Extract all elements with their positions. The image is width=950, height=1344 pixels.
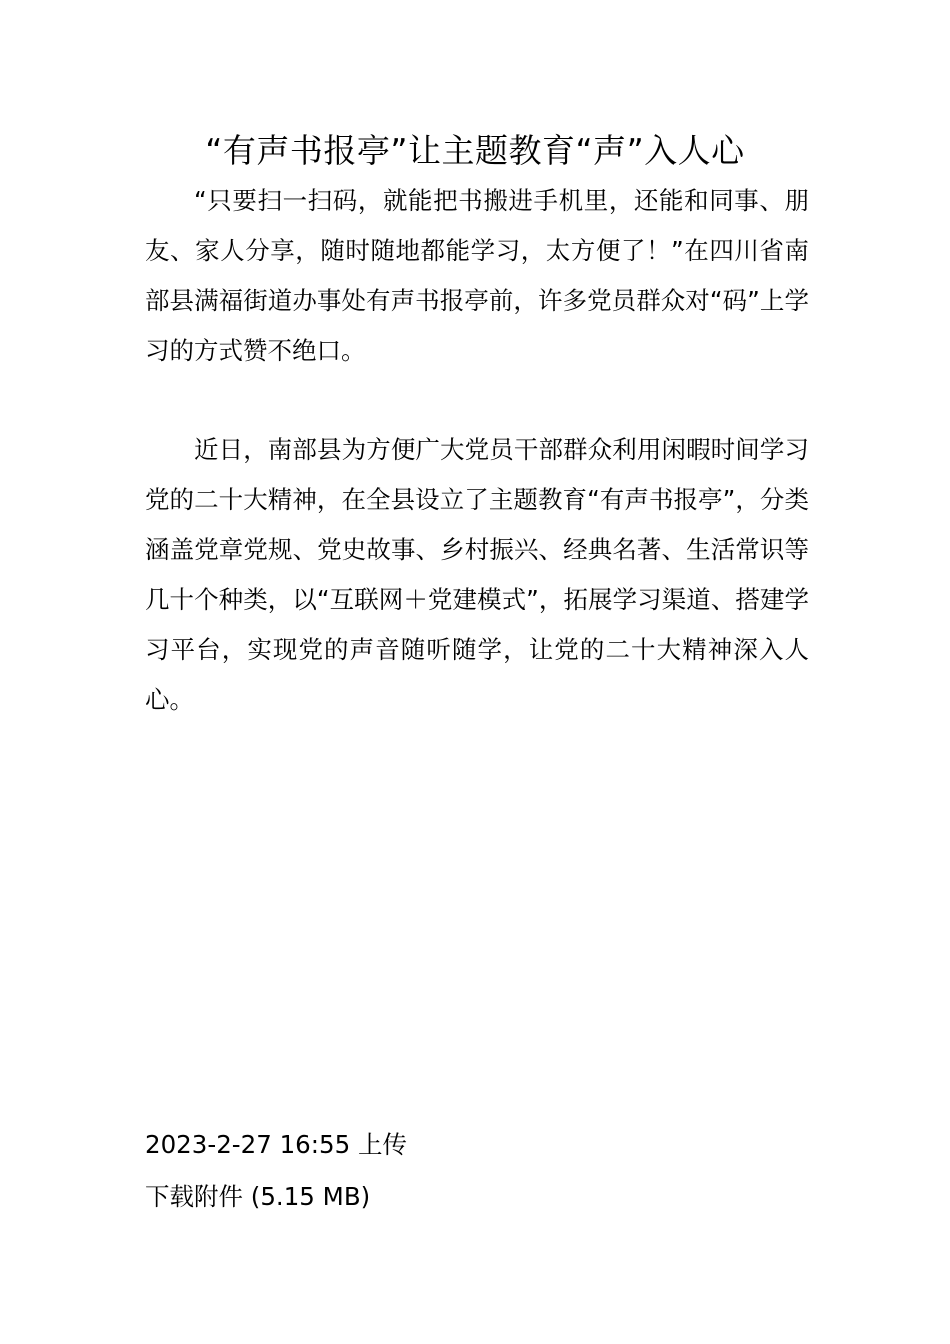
article-paragraph: 近日，南部县为方便广大党员干部群众利用闲暇时间学习党的二十大精神，在全县设立了主题教育“有声书报亭”，分类涵盖党章党规、党史故事、乡村振兴、经典名著、生活常识等几十个种类，以“互联网＋党建模式”，拓展学习渠道、搭建学习平台，实现党的声音随听随学，让党的二十大精神深入人心。 <box>145 435 809 714</box>
download-attachment-link[interactable]: 下载附件 (5.15 MB) <box>145 1182 371 1211</box>
article-title: “有声书报亭”让主题教育“声”入人心 <box>205 131 745 170</box>
article-paragraph: “只要扫一扫码，就能把书搬进手机里，还能和同事、朋友、家人分享，随时随地都能学习，太方便了！”在四川省南部县满福街道办事处有声书报亭前，许多党员群众对“码”上学习的方式赞不绝口。 <box>145 186 809 365</box>
upload-timestamp: 2023-2-27 16:55 上传 <box>145 1130 407 1159</box>
